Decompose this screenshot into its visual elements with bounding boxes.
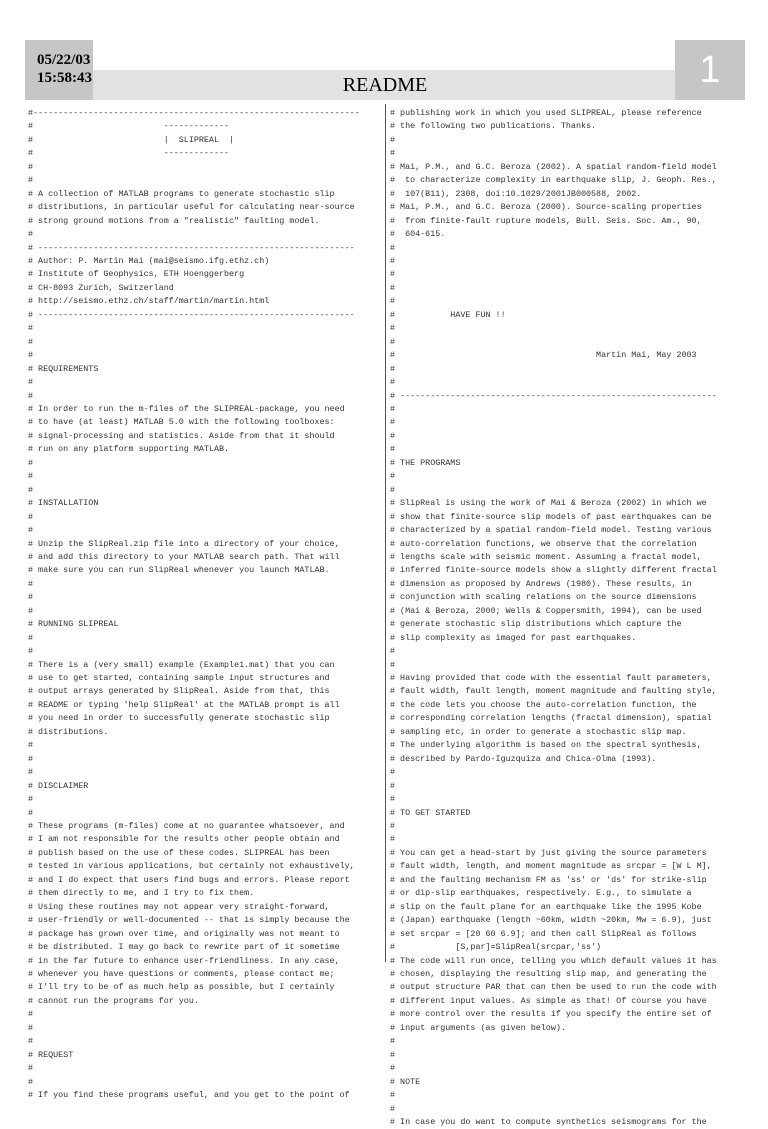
text-line: # Mai, P.M., and G.C. Beroza (2000). Source-scaling properties [390, 202, 702, 213]
text-line: # --------------------------------------------------------------- [390, 390, 717, 401]
text-line: # [28, 1036, 34, 1047]
text-line: # | SLIPREAL | [28, 134, 235, 145]
text-line: # publishing work in which you used SLIPREAL, please reference [390, 108, 702, 118]
text-line: # [28, 592, 34, 603]
text-line: # output structure PAR that can then be used to run the code with [390, 982, 717, 993]
text-line: # The underlying algorithm is based on the spectral synthesis, [390, 740, 702, 751]
text-line: # [28, 525, 34, 536]
text-line: # set srcpar = [20 60 6.9]; and then call SlipReal as follows [390, 928, 697, 939]
page-number: 1 [675, 40, 745, 100]
text-line: # [28, 767, 34, 778]
text-line: # and I do expect that users find bugs and errors. Please report [28, 874, 350, 885]
text-line: # I'll try to be of as much help as possible, but I certainly [28, 982, 335, 993]
text-line: #----------------------------------------------------------------- [28, 108, 360, 118]
text-line: # [28, 471, 34, 482]
text-line: # If you find these programs useful, and you get to the point of [28, 1090, 350, 1101]
left-column-text [28, 107, 380, 1103]
text-line: # [S,par]=SlipReal(srcpar,'ss') [390, 942, 602, 953]
text-line: # be distributed. I may go back to rewrite part of it sometime [28, 942, 340, 953]
text-line: # different input values. As simple as that! Of course you have [390, 995, 707, 1006]
text-line: # [390, 296, 396, 307]
text-line: # signal-processing and statistics. Aside from that it should [28, 430, 335, 441]
text-line: # There is a (very small) example (Example1.mat) that you can [28, 659, 335, 670]
text-line: # [390, 336, 396, 347]
text-line: # and the faulting mechanism FM as 'ss' or 'ds' for strike-slip [390, 874, 707, 885]
text-line: # [28, 1022, 34, 1033]
text-line: # described by Pardo-Iguzquiza and Chica-Olma (1993). [390, 753, 657, 764]
text-line: # Mai, P.M., and G.C. Beroza (2002). A spatial random-field model [390, 161, 717, 172]
text-line: # auto-correlation functions, we observe that the correlation [390, 538, 697, 549]
text-line: # [28, 161, 34, 172]
text-line: # [28, 794, 34, 805]
text-line: # slip on the fault plane for an earthquake like the 1995 Kobe [390, 901, 702, 912]
text-line: # [390, 821, 396, 832]
text-line: # generate stochastic slip distributions which capture the [390, 619, 682, 630]
text-line: # HAVE FUN !! [390, 309, 506, 320]
text-line: # RUNNING SLIPREAL [28, 619, 119, 630]
text-line: # [28, 350, 34, 361]
text-line: # [390, 148, 396, 159]
text-line: # (Mai & Beroza, 2000; Wells & Coppersmith, 1994), can be used [390, 605, 702, 616]
text-line: # (Japan) earthquake (length ~60km, width ~20km, Mw = 6.9), just [390, 915, 712, 926]
text-line: # [28, 1076, 34, 1087]
text-line: # fault width, fault length, moment magnitude and faulting style, [390, 686, 717, 697]
text-line: # [28, 740, 34, 751]
print-date: 05/22/03 [37, 52, 91, 68]
text-line: # the code lets you choose the auto-correlation function, the [390, 699, 697, 710]
text-line: # In order to run the m-files of the SLIPREAL-package, you need [28, 403, 345, 414]
text-line: # [28, 175, 34, 186]
text-line: # Martin Mai, May 2003 [390, 350, 697, 361]
text-line: # input arguments (as given below). [390, 1022, 566, 1033]
text-line: # [390, 1103, 396, 1114]
text-line: # [28, 578, 34, 589]
text-line: # sampling etc, in order to generate a stochastic slip map. [390, 726, 687, 737]
text-line: # [28, 646, 34, 657]
page-header [25, 40, 745, 100]
text-line: # slip complexity as imaged for past earthquakes. [390, 632, 637, 643]
text-line: # make sure you can run SlipReal whenever you launch MATLAB. [28, 565, 330, 576]
text-line: # user-friendly or well-documented -- that is simply because the [28, 915, 350, 926]
text-line: # you need in order to successfully generate stochastic slip [28, 713, 330, 724]
text-line: # in the far future to enhance user-friendliness. In any case, [28, 955, 340, 966]
text-line: # fault width, length, and moment magnitude as srcpar = [W L M], [390, 861, 712, 872]
text-line: # I am not responsible for the results other people obtain and [28, 834, 340, 845]
text-line: # The code will run once, telling you which default values it has [390, 955, 717, 966]
text-line: # publish based on the use of these codes. SLIPREAL has been [28, 847, 330, 858]
text-line: # DISCLAIMER [28, 780, 89, 791]
right-column-text [390, 107, 742, 1129]
text-line: # [28, 605, 34, 616]
text-line: # [28, 457, 34, 468]
text-line: # CH-8093 Zurich, Switzerland [28, 282, 174, 293]
text-line: # [28, 336, 34, 347]
text-line: # [390, 1036, 396, 1047]
text-line: # use to get started, containing sample input structures and [28, 673, 330, 684]
text-line: # [390, 417, 396, 428]
text-line: # REQUIREMENTS [28, 363, 99, 374]
text-line: # In case you do want to compute synthetics seismograms for the [390, 1116, 707, 1127]
text-line: # 107(B11), 2308, doi:10.1029/2001JB000588, 2002. [390, 188, 642, 199]
text-line: # and add this directory to your MATLAB search path. That will [28, 551, 340, 562]
text-line: # You can get a head-start by just giving the source parameters [390, 847, 707, 858]
text-line: # [390, 780, 396, 791]
text-line: # or dip-slip earthquakes, respectively. E.g., to simulate a [390, 888, 692, 899]
text-line: # --------------------------------------------------------------- [28, 242, 355, 253]
text-line: # [390, 1063, 396, 1074]
text-line: # These programs (m-files) come at no guarantee whatsoever, and [28, 821, 345, 832]
text-line: # [28, 390, 34, 401]
text-line: # to characterize complexity in earthquake slip, J. Geoph. Res., [390, 175, 717, 186]
text-line: # Author: P. Martin Mai (mai@seismo.ifg.ethz.ch) [28, 255, 270, 266]
text-line: # cannot run the programs for you. [28, 995, 199, 1006]
text-line: # README or typing 'help SlipReal' at the MATLAB prompt is all [28, 699, 340, 710]
text-line: # TO GET STARTED [390, 807, 471, 818]
text-line: # [390, 430, 396, 441]
text-line: # more control over the results if you specify the entire set of [390, 1009, 712, 1020]
text-line: # THE PROGRAMS [390, 457, 461, 468]
text-line: # [390, 794, 396, 805]
text-line: # SlipReal is using the work of Mai & Beroza (2002) in which we [390, 498, 707, 509]
text-line: # [390, 1049, 396, 1060]
text-line: # strong ground motions from a "realistic" faulting model. [28, 215, 320, 226]
text-line: # chosen, displaying the resulting slip map, and generating the [390, 969, 707, 979]
text-line: # from finite-fault rupture models, Bull. Seis. Soc. Am., 90, [390, 215, 702, 226]
text-line: # Institute of Geophysics, ETH Hoenggerberg [28, 269, 245, 280]
text-line: # [390, 269, 396, 280]
text-line: # [390, 363, 396, 374]
text-line: # whenever you have questions or comments, please contact me; [28, 969, 335, 979]
column-divider [385, 104, 386, 962]
text-line: # [28, 753, 34, 764]
text-line: # package has grown over time, and originally was not meant to [28, 928, 340, 939]
text-line: # NOTE [390, 1076, 421, 1087]
print-time: 15:58:43 [37, 70, 92, 86]
text-line: # inferred finite-source models show a slightly different fractal [390, 565, 717, 576]
text-line: # [390, 282, 396, 293]
text-line: # --------------------------------------------------------------- [28, 309, 355, 320]
text-line: # tested in various applications, but certainly not exhaustively, [28, 861, 355, 872]
text-line: # [390, 134, 396, 145]
text-line: # REQUEST [28, 1049, 74, 1060]
text-line: # http://seismo.ethz.ch/staff/martin/martin.html [28, 296, 270, 307]
text-line: # [390, 484, 396, 495]
text-line: # [390, 1090, 396, 1101]
text-line: # characterized by a spatial random-field model. Testing various [390, 525, 712, 536]
text-line: # output arrays generated by SlipReal. Aside from that, this [28, 686, 330, 697]
text-line: # [390, 444, 396, 455]
text-line: # [28, 807, 34, 818]
text-line: # Unzip the SlipReal.zip file into a directory of your choice, [28, 538, 340, 549]
text-line: # INSTALLATION [28, 498, 99, 509]
text-line: # them directly to me, and I try to fix them. [28, 888, 255, 899]
text-line: # ------------- [28, 148, 230, 159]
text-line: # [28, 229, 34, 240]
text-line: # ------------- [28, 121, 230, 132]
text-line: # [390, 767, 396, 778]
text-line: # distributions. [28, 726, 109, 737]
text-line: # [28, 511, 34, 522]
text-line: # lengths scale with seismic moment. Assuming a fractal model, [390, 551, 702, 562]
text-line: # run on any platform supporting MATLAB. [28, 444, 230, 455]
text-line: # [390, 242, 396, 253]
text-line: # Using these routines may not appear very straight-forward, [28, 901, 330, 912]
text-line: # show that finite-source slip models of past earthquakes can be [390, 511, 712, 522]
text-line: # [390, 323, 396, 334]
text-line: # [390, 377, 396, 388]
text-line: # Having provided that code with the essential fault parameters, [390, 673, 712, 684]
text-line: # [390, 471, 396, 482]
text-line: # distributions, in particular useful for calculating near-source [28, 202, 355, 213]
text-line: # conjunction with scaling relations on the source dimensions [390, 592, 697, 603]
text-line: # [28, 632, 34, 643]
text-line: # [28, 1009, 34, 1020]
text-line: # 604-615. [390, 229, 446, 240]
text-line: # corresponding correlation lengths (fractal dimension), spatial [390, 713, 712, 724]
document-title: README [342, 74, 428, 96]
text-line: # [28, 484, 34, 495]
text-line: # [390, 255, 396, 266]
text-line: # [28, 323, 34, 334]
text-line: # the following two publications. Thanks. [390, 121, 597, 132]
text-line: # dimension as proposed by Andrews (1980). These results, in [390, 578, 692, 589]
text-line: # to have (at least) MATLAB 5.0 with the following toolboxes: [28, 417, 335, 428]
text-line: # [28, 1063, 34, 1074]
text-line: # [390, 834, 396, 845]
text-line: # [390, 403, 396, 414]
text-line: # [390, 659, 396, 670]
text-line: # A collection of MATLAB programs to generate stochastic slip [28, 188, 335, 199]
text-line: # [390, 646, 396, 657]
text-line: # [28, 377, 34, 388]
